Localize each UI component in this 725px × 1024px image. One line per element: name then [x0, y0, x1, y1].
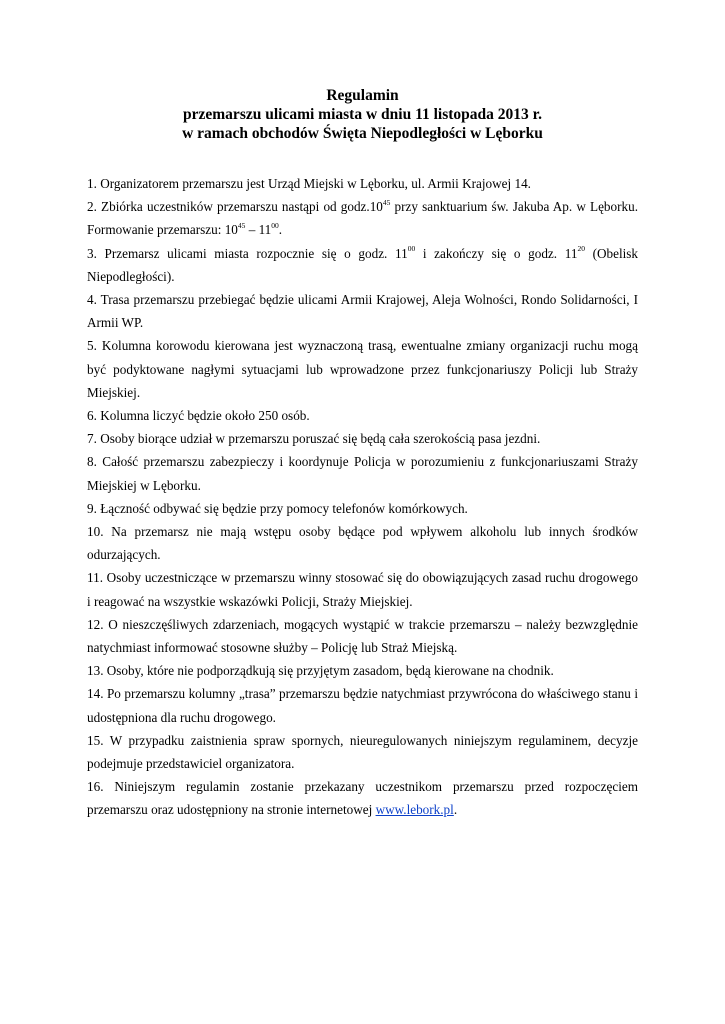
paragraph-5: 5. Kolumna korowodu kierowana jest wyznaczoną trasą, ewentualne zmiany organizacji ruchu mogą być podyktowane nagłymi sytuacjami lub wprowadzone przez funkcjonariuszy Policji lub Straży Miejskiej. — [87, 338, 638, 400]
title-line-1: Regulamin — [326, 87, 399, 104]
paragraph-10: 10. Na przemarsz nie mają wstępu osoby będące pod wpływem alkoholu lub innych środków odurzających. — [87, 524, 638, 563]
paragraph-1: 1. Organizatorem przemarszu jest Urząd Miejski w Lęborku, ul. Armii Krajowej 14. — [87, 176, 531, 191]
paragraph-13: 13. Osoby, które nie podporządkują się przyjętym zasadom, będą kierowane na chodnik. — [87, 663, 554, 679]
paragraph-3: 3. Przemarsz ulicami miasta rozpocznie się o godz. $11^{00}$ i zakończy się o godz. $11^{20}$ (Obelisk Niepodległości). — [87, 244, 639, 284]
paragraph-8: 8. Całość przemarszu zabezpieczy i koordynuje Policja w porozumieniu z funkcjonariuszami Straży Miejskiej w Lęborku. — [87, 454, 638, 493]
paragraph-2: 2. Zbiórka uczestników przemarszu nastąpi od $godz.10^{45}$ przy sanktuarium św. Jakuba Ap. w Lęborku. Formowanie przemarszu: $10^{45} - 11^{00}$. — [87, 197, 638, 238]
document-body — [87, 172, 638, 822]
website-link[interactable]: www.lebork.pl — [375, 802, 454, 818]
paragraph-7: 7. Osoby biorące udział w przemarszu poruszać się będą cała szerokością pasa jezdni. — [87, 431, 541, 447]
paragraph-6: 6. Kolumna liczyć będzie około 250 osób. — [87, 408, 310, 424]
title-line-2: przemarszu ulicami miasta w dniu 11 listopada 2013 r. — [183, 106, 542, 123]
paragraph-4: 4. Trasa przemarszu przebiegać będzie ulicami Armii Krajowej, Aleja Wolności, Rondo Solidarności, I Armii WP. — [87, 292, 638, 331]
paragraph-11: 11. Osoby uczestniczące w przemarszu winny stosować się do obowiązujących zasad ruchu drogowego i reagować na wszystkie wskazówki Policji, Straży Miejskiej. — [87, 570, 638, 609]
paragraph-9: 9. Łączność odbywać się będzie przy pomocy telefonów komórkowych. — [87, 500, 468, 516]
paragraph-16: 16. Niniejszym regulamin zostanie przekazany uczestnikom przemarszu przed rozpoczęciem przemarszu oraz udostępniony na stronie internetowej www.lebork.pl. — [87, 779, 638, 818]
paragraph-12: 12. O nieszczęśliwych zdarzeniach, mogących wystąpić w trakcie przemarszu – należy bezwzględnie natychmiast informować stosowne służby – Policję lub Straż Miejską. — [87, 616, 638, 656]
title-line-3: w ramach obchodów Święta Niepodległości w Lęborku — [182, 125, 543, 142]
paragraph-14: 14. Po przemarszu kolumny „trasa” przemarszu będzie natychmiast przywrócona do właściwego stanu i udostępniona dla ruchu drogowego. — [87, 686, 638, 725]
paragraph-15: 15. W przypadku zaistnienia spraw spornych, nieuregulowanych niniejszym regulaminem, decyzje podejmuje przedstawiciel organizatora. — [87, 732, 638, 772]
document-title — [0, 86, 725, 143]
